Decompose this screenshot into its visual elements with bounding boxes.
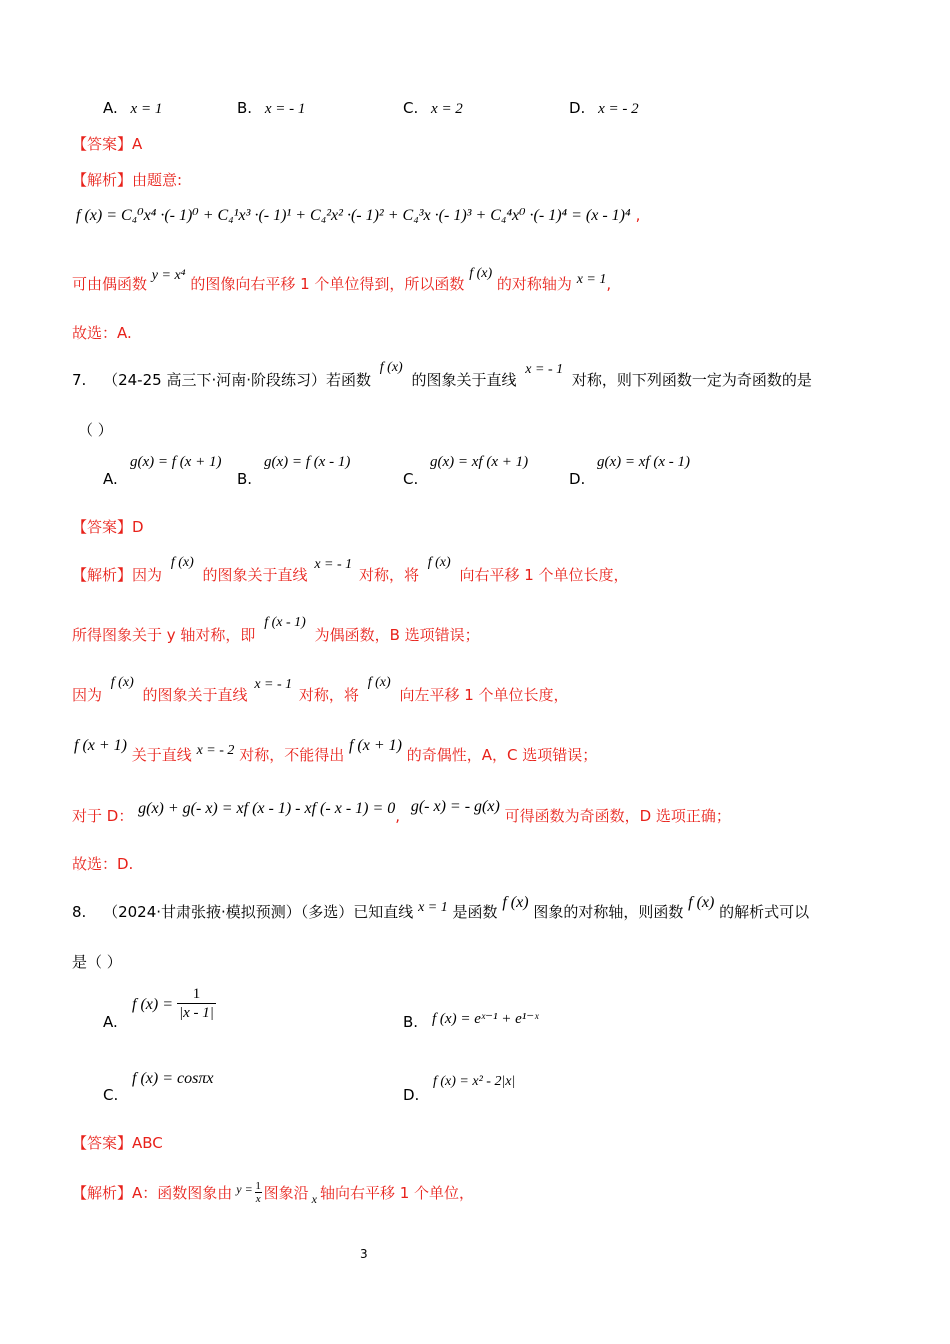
- q6-option-c: C. x = 2: [403, 99, 463, 117]
- q7-option-b-math: g(x) = f (x - 1): [264, 454, 351, 470]
- q7-option-b: B.: [237, 470, 253, 488]
- q7-analysis-line2: 所得图象关于 y 轴对称，即 f (x - 1) 为偶函数，B 选项错误；: [72, 615, 480, 644]
- q8-option-c-math: f (x) = cosπx: [132, 1070, 214, 1087]
- q8-option-b-math: f (x) = eˣ⁻¹ + e¹⁻ˣ: [432, 1011, 539, 1027]
- q8-option-c: C.: [103, 1086, 119, 1104]
- q7-option-c: C.: [403, 470, 419, 488]
- q6-option-d: D. x = - 2: [569, 99, 639, 117]
- q8-answer: 【答案】ABC: [72, 1134, 163, 1152]
- q6-option-a: A. x = 1: [103, 99, 163, 117]
- q7-analysis-line5: 对于 D： g(x) + g(- x) = xf (x - 1) - xf (- x - 1) = 0, g(- x) = - g(x) 可得函数为奇函数，D 选项正确；: [72, 798, 731, 825]
- q6-option-b-math: x = - 1: [264, 101, 306, 117]
- q6-option-c-math: x = 2: [431, 101, 463, 117]
- q7-analysis-line1: 【解析】因为 f (x) 的图象关于直线 x = - 1 对称，将 f (x) 向右平移 1 个单位长度，: [72, 555, 629, 584]
- q6-conclusion: 故选：A.: [72, 324, 132, 342]
- q7-stem: 7. （24-25 高三下·河南·阶段练习）若函数 f (x) 的图象关于直线 x = - 1 对称，则下列函数一定为奇函数的是: [72, 360, 812, 389]
- q8-option-b: B.: [403, 1013, 419, 1031]
- q8-option-a: A.: [103, 1013, 118, 1031]
- q8-stem-line2: 是（ ）: [72, 953, 122, 971]
- q6-analysis-intro: 【解析】由题意:: [72, 171, 183, 189]
- q7-option-a: A.: [103, 470, 118, 488]
- q7-option-a-math: g(x) = f (x + 1): [130, 454, 222, 470]
- q7-option-c-math: g(x) = xf (x + 1): [430, 454, 529, 470]
- q8-stem: 8. （2024·甘肃张掖·模拟预测）（多选）已知直线 x = 1 是函数 f (x) 图象的对称轴，则函数 f (x) 的解析式可以: [72, 894, 810, 921]
- q6-formula: f (x) = C₄⁰x⁴ ·(- 1)⁰ + C₄¹x³ ·(- 1)¹ + C₄²x² ·(- 1)² + C₄³x ·(- 1)³ + C₄⁴x⁰ ·(- 1)⁴ = (x - 1)⁴ ,: [76, 206, 641, 224]
- q7-option-d: D.: [569, 470, 586, 488]
- q6-option-b: B. x = - 1: [237, 99, 306, 117]
- page-number: 3: [360, 1247, 368, 1261]
- q7-analysis-line4: f (x + 1) 关于直线 x = - 2 对称，不能得出 f (x + 1) 的奇偶性，A，C 选项错误；: [74, 737, 598, 764]
- q7-paren: （ ）: [78, 421, 113, 439]
- q7-answer: 【答案】D: [72, 518, 144, 536]
- q8-analysis-fraction: $\frac{1}{x}$: [255, 1180, 261, 1205]
- q7-option-d-math: g(x) = xf (x - 1): [597, 454, 690, 470]
- q8-analysis-line1: 【解析】 A：函数图象由 y = $\frac{1}{x}$ 图象沿 x 轴向右平移 1 个单位，: [72, 1180, 475, 1206]
- q8-option-a-fraction: $\frac{1}{|x - 1|}$: [179, 986, 214, 1021]
- q8-option-d: D.: [403, 1086, 420, 1104]
- q8-option-a-math: f (x) = $\frac{1}{|x - 1|}$: [132, 986, 214, 1021]
- q6-answer: 【答案】A: [72, 135, 143, 153]
- q6-analysis-line2: 可由偶函数 y = x⁴ 的图像向右平移 1 个单位得到，所以函数 f (x) 的对称轴为 x = 1,: [72, 266, 612, 293]
- q6-option-d-math: x = - 2: [598, 101, 639, 117]
- q8-option-d-math: f (x) = x² - 2|x|: [433, 1074, 516, 1089]
- q6-option-a-math: x = 1: [130, 101, 163, 117]
- q7-conclusion: 故选：D.: [72, 855, 134, 873]
- q7-analysis-line3: 因为 f (x) 的图象关于直线 x = - 1 对称，将 f (x) 向左平移 1 个单位长度，: [72, 675, 569, 704]
